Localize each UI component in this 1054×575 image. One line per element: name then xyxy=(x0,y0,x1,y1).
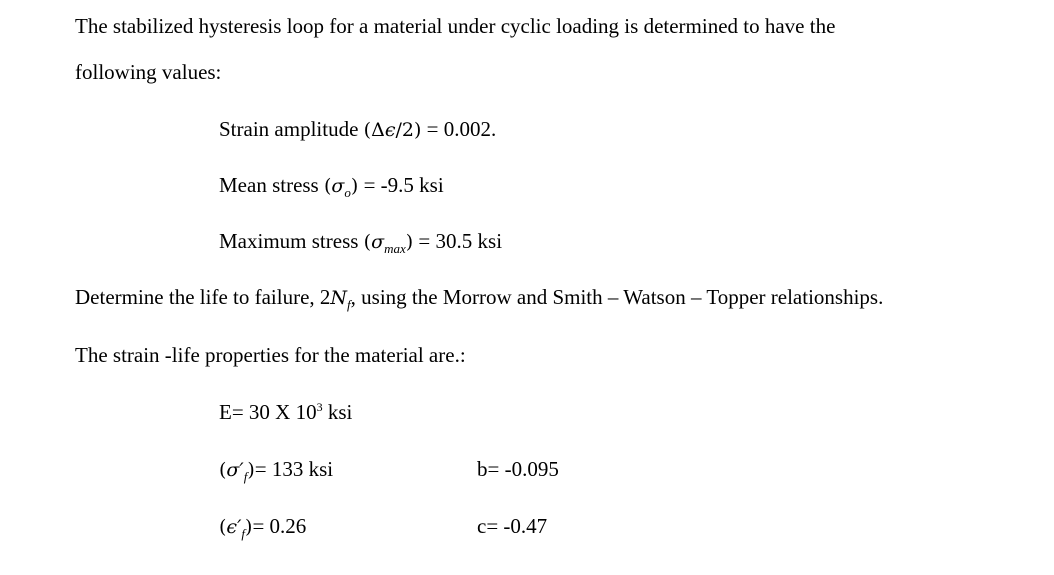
properties-intro: The strain -life properties for the material are.: xyxy=(75,343,466,367)
fatigue-strength-coefficient xyxy=(219,456,333,485)
mean-stress-line xyxy=(219,172,444,201)
task-line xyxy=(75,284,883,313)
task-post: , using the Morrow and Smith – Watson – Topper relationships. xyxy=(350,285,884,309)
divide-by-two: /2 xyxy=(395,119,414,141)
modulus-unit: ksi xyxy=(322,400,353,424)
fatigue-ductility-coefficient xyxy=(219,513,306,542)
sigma-symbol: σ xyxy=(331,175,345,197)
epsilon-prime-subscript: f xyxy=(241,526,246,541)
fatigue-strength-exponent: b= -0.095 xyxy=(477,457,559,481)
task-two: 2 xyxy=(319,285,331,309)
modulus-pre: E= 30 X 10 xyxy=(219,400,317,424)
strain-amplitude-line xyxy=(219,116,496,143)
close-paren: ) xyxy=(405,231,414,253)
open-paren: ( xyxy=(363,231,372,253)
modulus-exponent: 3 xyxy=(316,400,323,414)
sigma-subscript: max xyxy=(384,241,406,256)
mean-stress-value: = -9.5 ksi xyxy=(358,173,444,197)
eps-f-value: = 0.26 xyxy=(252,514,307,538)
max-stress-label: Maximum stress xyxy=(219,229,364,253)
intro-line-2: following values: xyxy=(75,60,222,84)
modulus-line xyxy=(219,399,352,428)
max-stress-value: = 30.5 ksi xyxy=(413,229,503,253)
cycles-symbol: N xyxy=(330,287,348,309)
open-paren: ( xyxy=(219,516,227,538)
sigma-symbol: σ xyxy=(371,231,385,253)
open-paren: ( xyxy=(219,459,227,481)
sigma-f-value: = 133 ksi xyxy=(254,457,334,481)
sigma-prime-symbol: σ′ xyxy=(226,459,244,481)
sigma-prime-subscript: f xyxy=(243,469,248,484)
open-paren: ( xyxy=(363,119,372,141)
strain-amplitude-label: Strain amplitude xyxy=(219,117,364,141)
strain-amplitude-value: = 0.002. xyxy=(421,117,497,141)
close-paren: ) xyxy=(413,119,422,141)
mean-stress-label: Mean stress xyxy=(219,173,324,197)
cycles-subscript: f xyxy=(347,297,351,312)
max-stress-line xyxy=(219,228,502,257)
epsilon-prime-symbol: ϵ′ xyxy=(226,516,242,538)
sigma-subscript: o xyxy=(344,185,351,200)
fatigue-ductility-exponent: c= -0.47 xyxy=(477,514,548,538)
task-pre: Determine the life to failure, xyxy=(75,285,320,309)
close-paren: ) xyxy=(350,175,359,197)
epsilon-symbol: ϵ xyxy=(384,119,396,141)
open-paren: ( xyxy=(323,175,332,197)
intro-line-1: The stabilized hysteresis loop for a material under cyclic loading is determined to have the xyxy=(75,14,836,38)
delta-symbol: Δ xyxy=(371,119,385,141)
close-paren: ) xyxy=(245,516,253,538)
close-paren: ) xyxy=(247,459,255,481)
